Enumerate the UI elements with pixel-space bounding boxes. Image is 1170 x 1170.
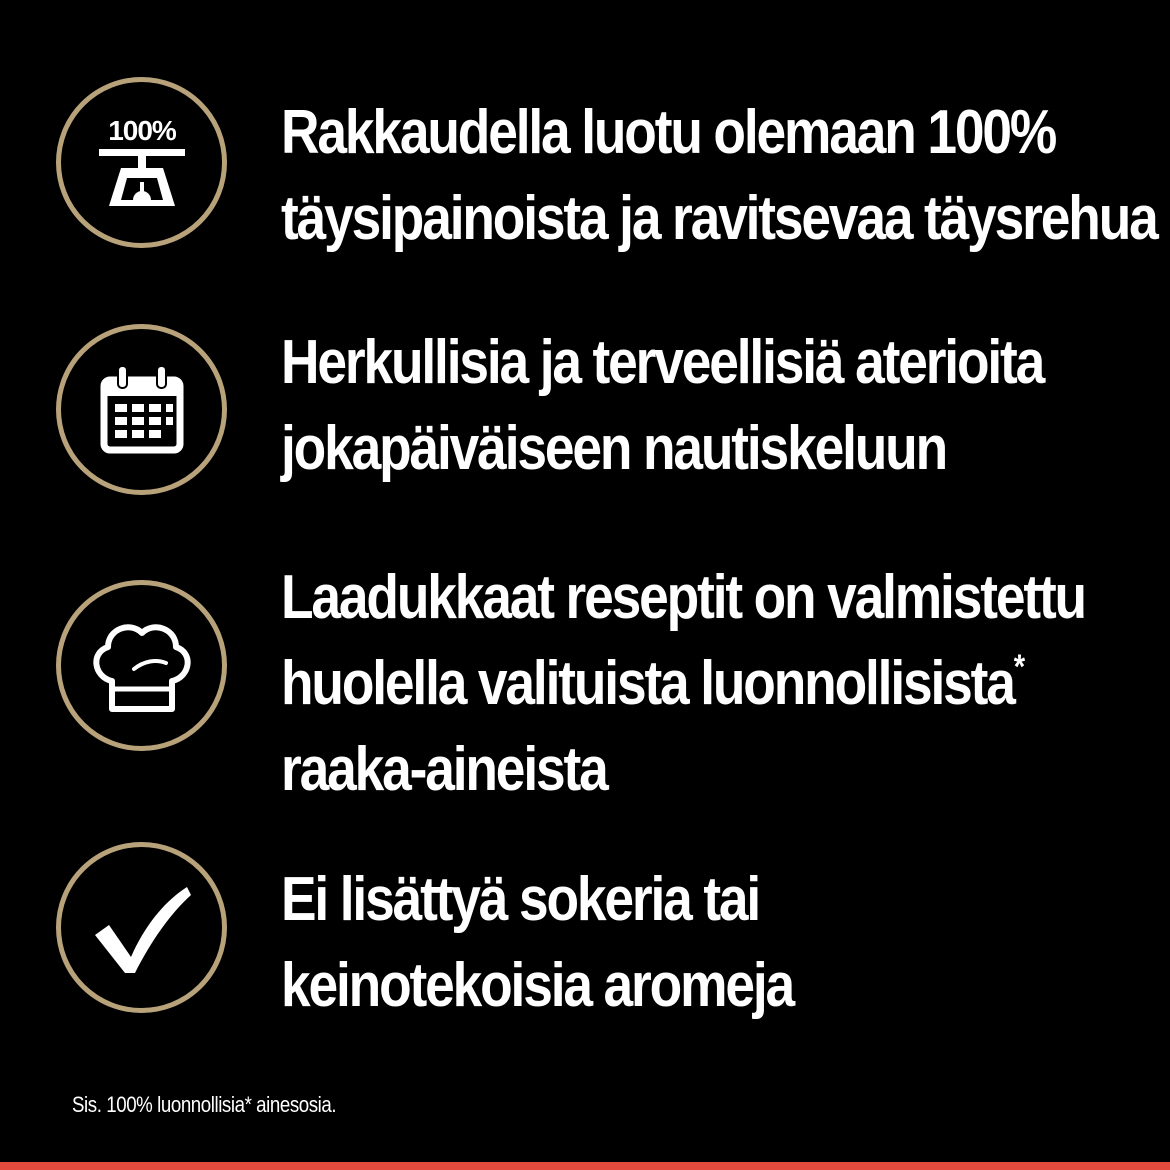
scale-percent-label: 100%: [107, 114, 176, 146]
footnote-asterisk: *: [1013, 648, 1024, 686]
feature-line: Herkullisia ja terveellisiä aterioita: [281, 328, 1044, 397]
checkmark-icon: [87, 873, 197, 983]
chef-hat-icon: [82, 611, 202, 721]
scale-icon: [87, 108, 197, 218]
feature-line: täysipainoista ja ravitsevaa täysrehua: [281, 184, 1157, 253]
feature-line: Laadukkaat reseptit on valmistettu: [281, 563, 1085, 632]
icon-ring: [56, 842, 227, 1013]
icon-ring: [56, 580, 227, 751]
feature-text: [281, 857, 1021, 1029]
footnote: Sis. 100% luonnollisia* ainesosia.: [72, 1092, 337, 1117]
feature-text: [281, 320, 1044, 492]
accent-bar: [0, 1162, 1170, 1170]
feature-line: Rakkaudella luotu olemaan 100%: [281, 98, 1056, 167]
feature-line: huolella valituista luonnollisista: [281, 649, 1014, 718]
feature-text: [281, 90, 1157, 262]
icon-ring: [56, 77, 227, 248]
feature-line: jokapäiväiseen nautiskeluun: [281, 414, 947, 483]
calendar-icon: [92, 360, 192, 460]
feature-line: raaka-aineista: [281, 735, 607, 804]
feature-text: [281, 555, 1085, 813]
icon-ring: [56, 324, 227, 495]
feature-line: Ei lisättyä sokeria tai: [281, 865, 760, 934]
feature-line: keinotekoisia aromeja: [281, 951, 794, 1020]
